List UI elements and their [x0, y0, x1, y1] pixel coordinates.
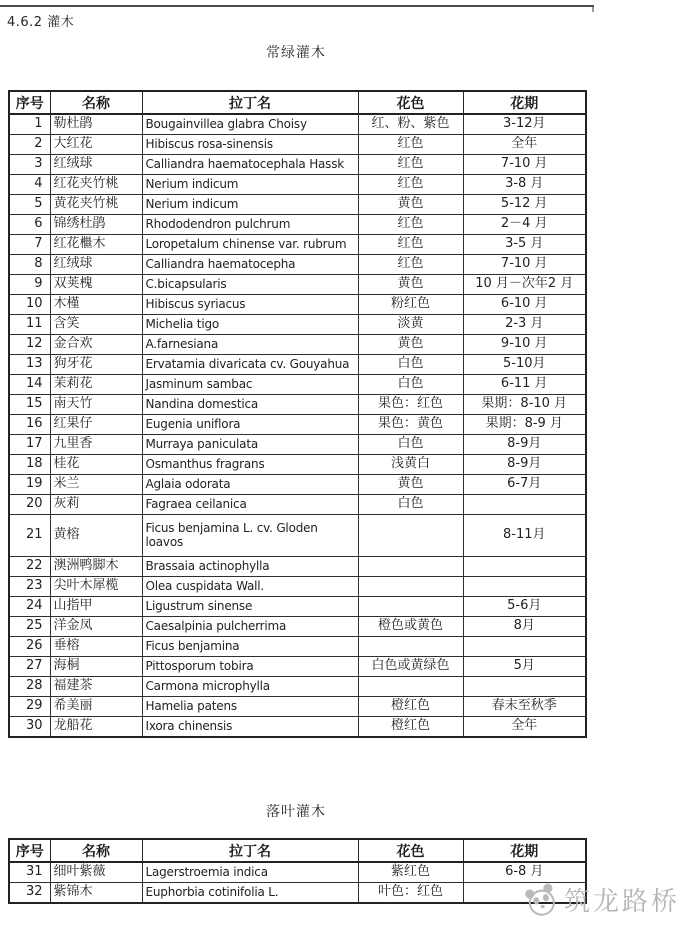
cell-flower-color: 白色	[358, 495, 463, 515]
cell-flower-period: 8-11月	[463, 515, 586, 557]
cell-no: 16	[9, 415, 50, 435]
cell-no: 7	[9, 235, 50, 255]
cell-latin: Aglaia odorata	[142, 475, 358, 495]
deciduous-shrub-table	[8, 838, 587, 904]
col-header-latin: 拉丁名	[142, 839, 358, 862]
cell-name: 海桐	[50, 657, 142, 677]
cell-name: 洋金凤	[50, 617, 142, 637]
table-row	[9, 515, 586, 557]
cell-no: 26	[9, 637, 50, 657]
table-row	[9, 677, 586, 697]
cell-name: 金合欢	[50, 335, 142, 355]
cell-name: 山指甲	[50, 597, 142, 617]
cell-name: 红花檵木	[50, 235, 142, 255]
cell-flower-period: 3-12月	[463, 114, 586, 135]
watermark-text: 筑龙路桥	[564, 886, 681, 917]
cell-latin: Ficus benjamina L. cv. Gloden loavos	[142, 515, 358, 557]
cell-flower-color: 红色	[358, 135, 463, 155]
table-row	[9, 215, 586, 235]
cell-flower-color: 橙红色	[358, 697, 463, 717]
cell-no: 29	[9, 697, 50, 717]
table-row	[9, 557, 586, 577]
cell-no: 2	[9, 135, 50, 155]
cell-latin: Eugenia uniflora	[142, 415, 358, 435]
cell-no: 19	[9, 475, 50, 495]
table-row	[9, 717, 586, 738]
evergreen-table-header	[9, 91, 586, 114]
deciduous-table-title: 落叶灌木	[266, 804, 326, 820]
cell-no: 28	[9, 677, 50, 697]
page-header-rule	[0, 5, 594, 7]
cell-flower-period	[463, 637, 586, 657]
header-rule-tick	[592, 7, 594, 12]
table-row	[9, 375, 586, 395]
cell-name: 灰莉	[50, 495, 142, 515]
cell-name: 红绒球	[50, 155, 142, 175]
cell-name: 龙船花	[50, 717, 142, 738]
cell-flower-period: 5-12 月	[463, 195, 586, 215]
cell-name: 红绒球	[50, 255, 142, 275]
cell-flower-color: 白色	[358, 435, 463, 455]
cell-flower-color	[358, 597, 463, 617]
cell-latin: Nandina domestica	[142, 395, 358, 415]
deciduous-table-header	[9, 839, 586, 862]
cell-flower-period	[463, 677, 586, 697]
cell-flower-color: 黄色	[358, 275, 463, 295]
cell-flower-period: 果期：8-9 月	[463, 415, 586, 435]
cell-flower-period: 5月	[463, 657, 586, 677]
cell-flower-color: 红色	[358, 255, 463, 275]
cell-latin: Brassaia actinophylla	[142, 557, 358, 577]
cell-latin: Bougainvillea glabra Choisy	[142, 114, 358, 135]
cell-flower-period: 3-8 月	[463, 175, 586, 195]
deciduous-table-body	[9, 862, 586, 903]
cell-flower-color	[358, 677, 463, 697]
cell-flower-period: 果期：8-10 月	[463, 395, 586, 415]
col-header-flower-color: 花色	[358, 839, 463, 862]
cell-name: 含笑	[50, 315, 142, 335]
cell-flower-color: 粉红色	[358, 295, 463, 315]
col-header-flower-color: 花色	[358, 91, 463, 114]
cell-no: 12	[9, 335, 50, 355]
table-row	[9, 255, 586, 275]
header-row	[9, 91, 586, 114]
cell-flower-color: 紫红色	[358, 862, 463, 883]
cell-latin: Pittosporum tobira	[142, 657, 358, 677]
cell-latin: Fagraea ceilanica	[142, 495, 358, 515]
cell-no: 17	[9, 435, 50, 455]
cell-flower-color: 红色	[358, 175, 463, 195]
cell-latin: Ficus benjamina	[142, 637, 358, 657]
cell-flower-color: 黄色	[358, 475, 463, 495]
cell-name: 红果仔	[50, 415, 142, 435]
cell-flower-period	[463, 883, 586, 904]
cell-name: 澳洲鸭脚木	[50, 557, 142, 577]
cell-no: 15	[9, 395, 50, 415]
cell-name: 尖叶木犀榄	[50, 577, 142, 597]
table-row	[9, 577, 586, 597]
cell-latin: Calliandra haematocepha	[142, 255, 358, 275]
cell-name: 桂花	[50, 455, 142, 475]
cell-latin: Osmanthus fragrans	[142, 455, 358, 475]
cell-flower-color: 黄色	[358, 195, 463, 215]
cell-name: 九里香	[50, 435, 142, 455]
cell-flower-period: 2－4 月	[463, 215, 586, 235]
table-row	[9, 455, 586, 475]
table-row	[9, 155, 586, 175]
cell-name: 垂榕	[50, 637, 142, 657]
cell-flower-period: 3-5 月	[463, 235, 586, 255]
cell-latin: Michelia tigo	[142, 315, 358, 335]
cell-name: 细叶紫薇	[50, 862, 142, 883]
cell-latin: Ervatamia divaricata cv. Gouyahua	[142, 355, 358, 375]
cell-latin: Murraya paniculata	[142, 435, 358, 455]
cell-latin: Nerium indicum	[142, 175, 358, 195]
col-header-name: 名称	[50, 91, 142, 114]
cell-flower-color: 橙红色	[358, 717, 463, 738]
cell-name: 紫锦木	[50, 883, 142, 904]
cell-no: 11	[9, 315, 50, 335]
cell-latin: Carmona microphylla	[142, 677, 358, 697]
table-row	[9, 175, 586, 195]
cell-name: 大红花	[50, 135, 142, 155]
cell-latin: Caesalpinia pulcherrima	[142, 617, 358, 637]
cell-latin: Hamelia patens	[142, 697, 358, 717]
cell-flower-period: 5-6月	[463, 597, 586, 617]
cell-flower-color: 黄色	[358, 335, 463, 355]
col-header-name: 名称	[50, 839, 142, 862]
cell-flower-color: 红色	[358, 155, 463, 175]
cell-flower-color: 果色：红色	[358, 395, 463, 415]
cell-name: 茉莉花	[50, 375, 142, 395]
cell-name: 狗牙花	[50, 355, 142, 375]
cell-flower-color: 白色	[358, 355, 463, 375]
cell-name: 双荚槐	[50, 275, 142, 295]
cell-no: 22	[9, 557, 50, 577]
header-row	[9, 839, 586, 862]
table-row	[9, 395, 586, 415]
table-row	[9, 335, 586, 355]
cell-flower-color: 红色	[358, 215, 463, 235]
table-row	[9, 195, 586, 215]
table-row	[9, 355, 586, 375]
cell-flower-period: 10 月－次年2 月	[463, 275, 586, 295]
cell-flower-period: 2-3 月	[463, 315, 586, 335]
col-header-no: 序号	[9, 91, 50, 114]
cell-latin: Calliandra haematocephala Hassk	[142, 155, 358, 175]
cell-flower-period: 6-7月	[463, 475, 586, 495]
evergreen-table-body	[9, 114, 586, 737]
table-row	[9, 135, 586, 155]
cell-flower-period: 8-9月	[463, 435, 586, 455]
cell-flower-period: 8月	[463, 617, 586, 637]
cell-name: 黄花夹竹桃	[50, 195, 142, 215]
cell-flower-period	[463, 577, 586, 597]
cell-no: 24	[9, 597, 50, 617]
cell-no: 20	[9, 495, 50, 515]
evergreen-table-title: 常绿灌木	[266, 45, 326, 61]
cell-name: 勒杜鹃	[50, 114, 142, 135]
table-row	[9, 637, 586, 657]
cell-flower-period: 全年	[463, 717, 586, 738]
cell-flower-color: 叶色：红色	[358, 883, 463, 904]
table-row	[9, 415, 586, 435]
cell-latin: Euphorbia cotinifolia L.	[142, 883, 358, 904]
cell-flower-period: 7-10 月	[463, 155, 586, 175]
table-row	[9, 495, 586, 515]
cell-no: 10	[9, 295, 50, 315]
cell-no: 1	[9, 114, 50, 135]
cell-latin: Hibiscus rosa-sinensis	[142, 135, 358, 155]
cell-no: 32	[9, 883, 50, 904]
cell-latin: Rhododendron pulchrum	[142, 215, 358, 235]
table-row	[9, 597, 586, 617]
table-row	[9, 697, 586, 717]
section-heading: 4.6.2 灌木	[7, 15, 75, 30]
col-header-no: 序号	[9, 839, 50, 862]
table-row	[9, 114, 586, 135]
cell-flower-color: 红、粉、紫色	[358, 114, 463, 135]
cell-latin: Hibiscus syriacus	[142, 295, 358, 315]
cell-flower-period: 6-10 月	[463, 295, 586, 315]
cell-flower-color	[358, 577, 463, 597]
cell-name: 希美丽	[50, 697, 142, 717]
table-row	[9, 862, 586, 883]
cell-latin: Jasminum sambac	[142, 375, 358, 395]
evergreen-shrub-table	[8, 90, 587, 738]
cell-flower-color: 白色	[358, 375, 463, 395]
cell-name: 福建茶	[50, 677, 142, 697]
cell-latin: C.bicapsularis	[142, 275, 358, 295]
cell-no: 18	[9, 455, 50, 475]
cell-no: 3	[9, 155, 50, 175]
cell-no: 4	[9, 175, 50, 195]
cell-latin: Olea cuspidata Wall.	[142, 577, 358, 597]
cell-latin: Nerium indicum	[142, 195, 358, 215]
cell-no: 21	[9, 515, 50, 557]
col-header-flower-period: 花期	[463, 839, 586, 862]
table-row	[9, 435, 586, 455]
table-row	[9, 617, 586, 637]
cell-name: 黄榕	[50, 515, 142, 557]
cell-flower-color: 淡黄	[358, 315, 463, 335]
col-header-latin: 拉丁名	[142, 91, 358, 114]
cell-no: 9	[9, 275, 50, 295]
cell-flower-period: 6-8 月	[463, 862, 586, 883]
col-header-flower-period: 花期	[463, 91, 586, 114]
cell-no: 13	[9, 355, 50, 375]
table-row	[9, 883, 586, 904]
table-row	[9, 275, 586, 295]
cell-no: 5	[9, 195, 50, 215]
cell-flower-period: 春末至秋季	[463, 697, 586, 717]
cell-name: 红花夹竹桃	[50, 175, 142, 195]
cell-flower-color: 白色或黄绿色	[358, 657, 463, 677]
cell-latin: A.farnesiana	[142, 335, 358, 355]
cell-flower-period	[463, 557, 586, 577]
cell-flower-color	[358, 515, 463, 557]
cell-flower-color: 橙色或黄色	[358, 617, 463, 637]
cell-name: 锦绣杜鹃	[50, 215, 142, 235]
table-row	[9, 235, 586, 255]
cell-no: 30	[9, 717, 50, 738]
cell-latin: Ligustrum sinense	[142, 597, 358, 617]
table-row	[9, 657, 586, 677]
cell-flower-period: 9-10 月	[463, 335, 586, 355]
cell-no: 23	[9, 577, 50, 597]
cell-no: 6	[9, 215, 50, 235]
cell-flower-color	[358, 637, 463, 657]
cell-no: 8	[9, 255, 50, 275]
cell-flower-color: 红色	[358, 235, 463, 255]
cell-no: 31	[9, 862, 50, 883]
cell-latin: Ixora chinensis	[142, 717, 358, 738]
cell-flower-period: 8-9月	[463, 455, 586, 475]
cell-name: 南天竹	[50, 395, 142, 415]
cell-flower-period: 6-11 月	[463, 375, 586, 395]
cell-flower-color: 浅黄白	[358, 455, 463, 475]
cell-flower-color	[358, 557, 463, 577]
cell-name: 木槿	[50, 295, 142, 315]
cell-no: 27	[9, 657, 50, 677]
table-row	[9, 295, 586, 315]
cell-flower-color: 果色：黄色	[358, 415, 463, 435]
cell-no: 25	[9, 617, 50, 637]
cell-flower-period	[463, 495, 586, 515]
cell-flower-period: 5-10月	[463, 355, 586, 375]
cell-no: 14	[9, 375, 50, 395]
cell-name: 米兰	[50, 475, 142, 495]
cell-latin: Lagerstroemia indica	[142, 862, 358, 883]
table-row	[9, 475, 586, 495]
cell-latin: Loropetalum chinense var. rubrum	[142, 235, 358, 255]
table-row	[9, 315, 586, 335]
cell-flower-period: 全年	[463, 135, 586, 155]
cell-flower-period: 7-10 月	[463, 255, 586, 275]
